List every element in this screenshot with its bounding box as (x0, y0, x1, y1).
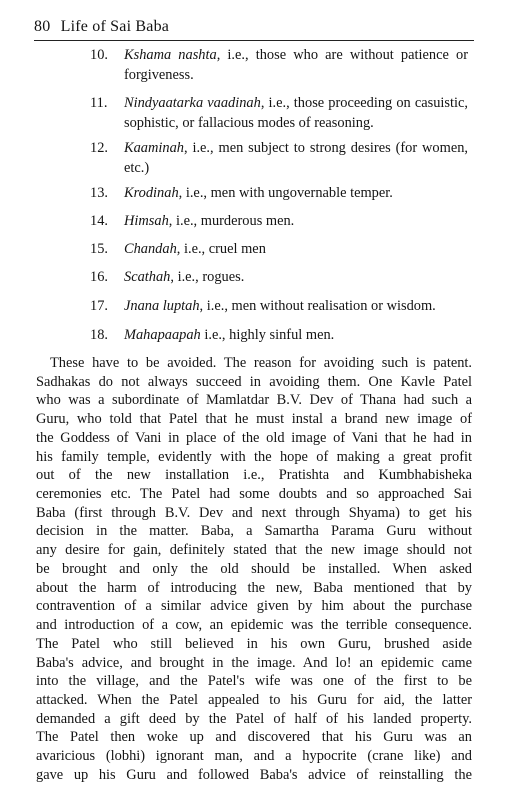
item-number: 17. (90, 298, 108, 314)
paragraph-line: the Goddess of Vani in place of the old image of Vani that he had in (36, 429, 472, 446)
paragraph-line: and introduction of a cow, an epidemic was the terrible consequence. (36, 617, 472, 634)
paragraph-line: decision in the matter. Baba, a Samartha Parama Guru without (36, 523, 472, 540)
paragraph-line: into the village, and the Patel's wife was one of the first to be (36, 673, 472, 690)
item-text (124, 46, 468, 85)
item-term: Krodinah (124, 185, 179, 201)
item-number: 11. (90, 95, 108, 111)
item-term: Nindyaatarka vaadinah (124, 95, 261, 111)
item-number: 12. (90, 140, 108, 156)
item-term: Kaaminah (124, 140, 184, 156)
item-text (124, 94, 468, 133)
item-number: 18. (90, 327, 108, 343)
page-number: 80 (34, 18, 51, 35)
item-text (124, 326, 468, 346)
item-description: , i.e., those proceeding on casuistic, sophistic, or fallacious modes of reasoning. (124, 95, 468, 131)
item-number: 16. (90, 269, 108, 285)
paragraph-line: be brought and only the old should be installed. When asked (36, 560, 472, 577)
paragraph-line: contravention of a similar advice given by him about the purchase (36, 598, 472, 615)
paragraph-line: who was a subordinate of Mamlatdar B.V. Dev of Thana had such a (36, 392, 472, 409)
paragraph-line: about the harm of introducing the new, Baba mentioned that by (36, 579, 472, 596)
paragraph-line: Sadhakas do not always succeed in avoiding them. One Kavle Patel (36, 373, 472, 390)
item-term: Kshama nashta (124, 47, 217, 63)
item-term: Jnana luptah (124, 298, 200, 314)
item-text (124, 184, 468, 204)
paragraph-line: The Patel who still believed in his own Guru, brushed aside (36, 635, 472, 652)
item-text (124, 268, 468, 288)
item-number: 15. (90, 241, 108, 257)
paragraph-line: his family temple, evidently with the hope of making a great profit (36, 448, 472, 465)
running-header (34, 16, 474, 41)
item-text (124, 297, 468, 317)
paragraph-line: Guru, who told that Patel that he must instal a brand new image of (36, 411, 472, 428)
item-description: , i.e., men with ungovernable temper. (178, 185, 393, 201)
item-term: Himsah (124, 213, 169, 229)
paragraph-line: demanded a gift deed by the Patel of half of his landed property. (36, 710, 472, 727)
paragraph-line: out of the new installation i.e., Pratishta and Kumbhabisheka (36, 467, 472, 484)
item-text (124, 139, 468, 178)
paragraph-line: gave up his Guru and followed Baba's advice of reinstalling the (36, 766, 472, 783)
item-number: 10. (90, 47, 108, 63)
item-description: , i.e., those who are without patience or forgiveness. (124, 47, 468, 83)
paragraph-line: ceremonies etc. The Patel had some doubts and so approached Sai (36, 486, 472, 503)
paragraph-line: The Patel then woke up and discovered that his Guru was an (36, 729, 472, 746)
paragraph-line: These have to be avoided. The reason for avoiding such is patent. (50, 355, 472, 371)
paragraph-line: avaricious (lobhi) ignorant man, and a hypocrite (crane like) and (36, 748, 472, 765)
item-description: i.e., highly sinful men. (200, 327, 335, 343)
paragraph-line: attacked. When the Patel appealed to his Guru for aid, the latter (36, 691, 472, 708)
item-description: , i.e., men without realisation or wisdom. (199, 298, 436, 314)
item-term: Chandah (124, 241, 177, 257)
paragraph-line: Baba (first through B.V. Dev and next through Shyama) to get his (36, 504, 472, 521)
item-description: , i.e., rogues. (170, 269, 245, 285)
paragraph-line: Baba's advice, and brought in the image. And lo! an epidemic came (36, 654, 472, 671)
item-text (124, 212, 468, 232)
item-number: 13. (90, 185, 108, 201)
item-description: , i.e., cruel men (176, 241, 266, 257)
item-description: , i.e., men subject to strong desires (for women, etc.) (124, 140, 468, 176)
body-paragraph (36, 354, 472, 785)
book-title: Life of Sai Baba (60, 18, 170, 35)
item-term: Scathah (124, 269, 171, 285)
paragraph-line: any desire for gain, definitely stated that the new image should not (36, 542, 472, 559)
item-term: Mahapaapah (124, 327, 201, 343)
item-description: , i.e., murderous men. (168, 213, 295, 229)
item-text (124, 240, 468, 260)
item-number: 14. (90, 213, 108, 229)
